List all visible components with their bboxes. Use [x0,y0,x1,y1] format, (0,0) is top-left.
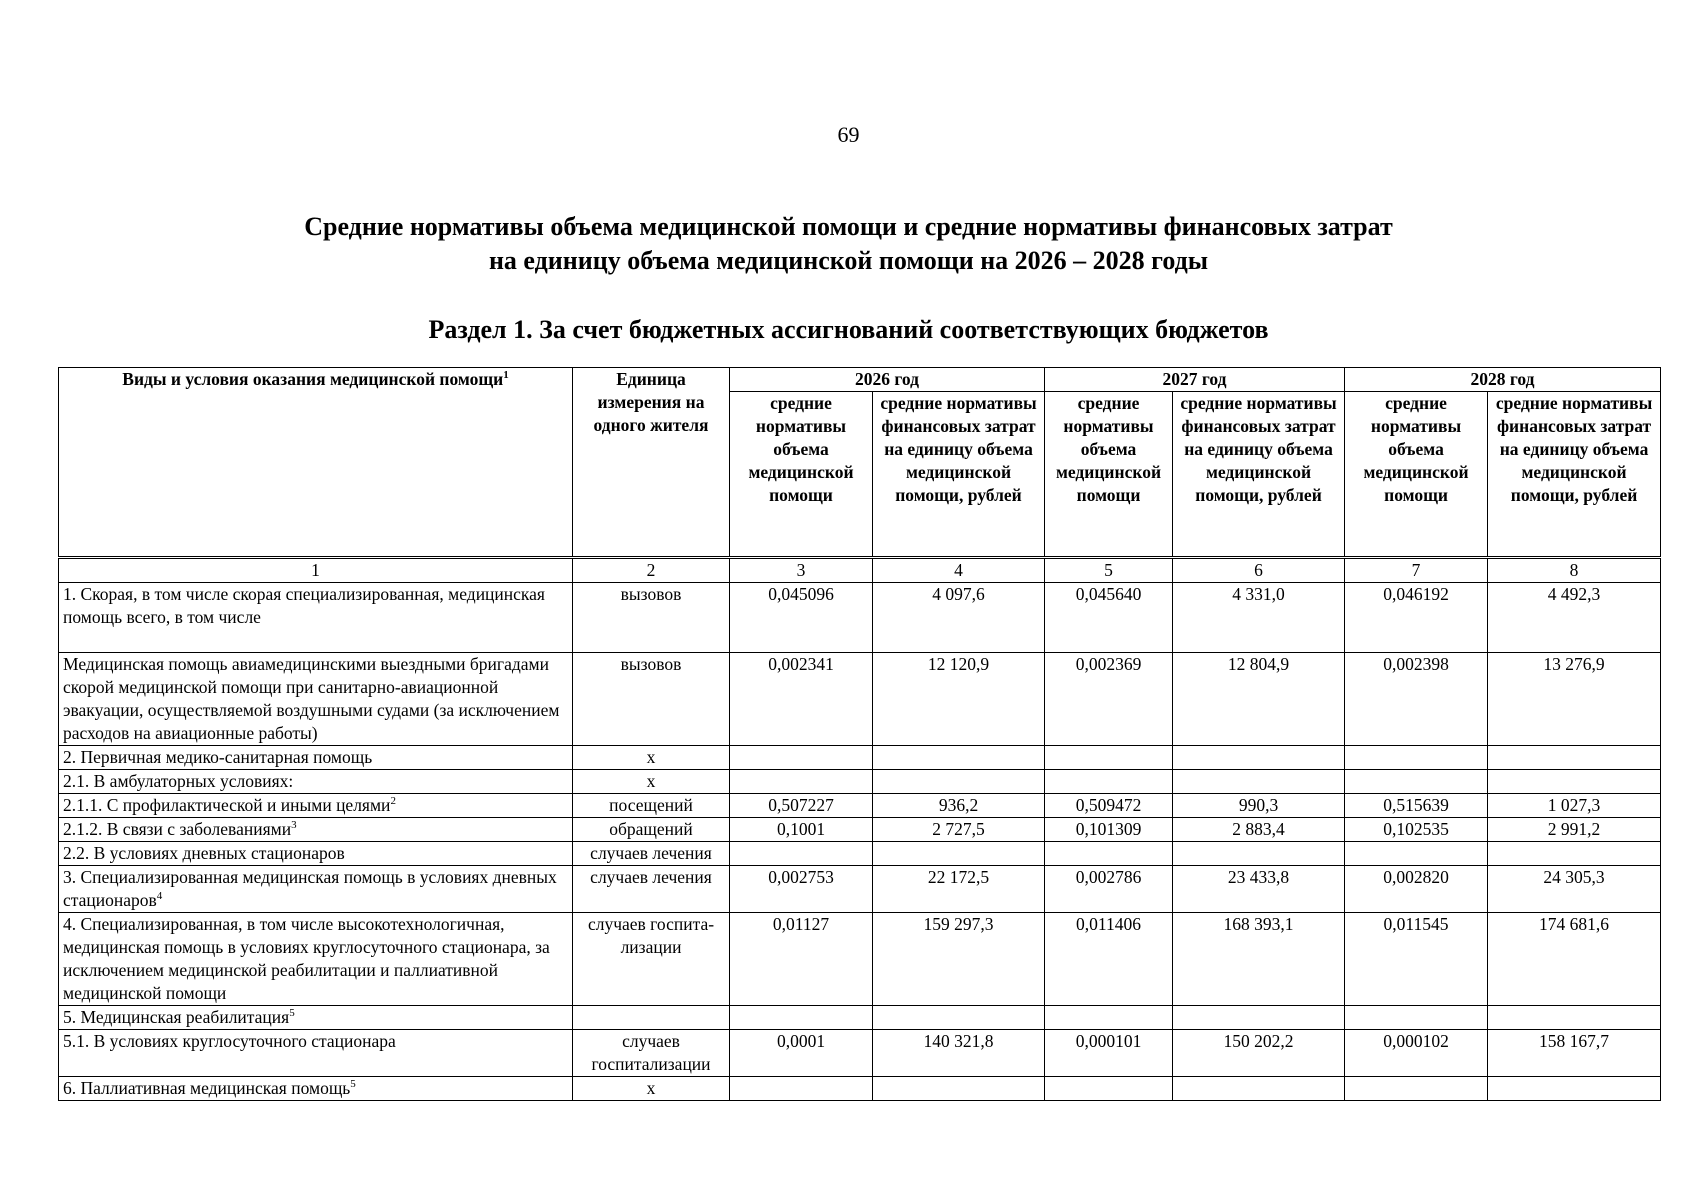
finance-norm-cell: 140 321,8 [873,1030,1045,1077]
volume-norm-cell: 0,002786 [1045,866,1173,913]
volume-norm-cell: 0,002369 [1045,653,1173,746]
volume-norm-cell: 0,002341 [730,653,873,746]
care-type-cell: 5. Медицинская реабилитация$^5$ [59,1006,573,1030]
care-type-cell: 4. Специализированная, в том числе высокотехнологичная, медицинская помощь в условиях круглосуточного стационара, за исключением медицинской реабилитации и паллиативной медицинской помощи [59,913,573,1006]
volume-norm-cell [730,1006,873,1030]
header-unit: Единица измерения на одного жителя [573,368,730,558]
volume-norm-cell [730,842,873,866]
title-line-1: Средние нормативы объема медицинской помощи и средние нормативы финансовых затрат [304,212,1393,241]
care-type-cell: 6. Паллиативная медицинская помощь$^5$ [59,1077,573,1101]
document-title [0,210,1697,278]
finance-norm-cell [1173,1006,1345,1030]
table-row [59,770,1661,794]
volume-norm-cell [730,770,873,794]
care-type-cell: 2.1.1. С профилактической и иными целями$^2$ [59,794,573,818]
finance-norm-cell [873,746,1045,770]
column-number: 4 [873,558,1045,583]
table-row [59,1006,1661,1030]
table-row [59,818,1661,842]
unit-cell: посещений [573,794,730,818]
finance-norm-cell: 159 297,3 [873,913,1045,1006]
finance-norm-cell: 150 202,2 [1173,1030,1345,1077]
volume-norm-cell: 0,011545 [1345,913,1488,1006]
finance-norm-cell: 174 681,6 [1488,913,1661,1006]
table-row [59,1077,1661,1101]
unit-cell: случаев госпита-лизации [573,913,730,1006]
volume-norm-cell: 0,1001 [730,818,873,842]
header-year-2026: 2026 год [730,368,1045,392]
header-care-types: Виды и условия оказания медицинской помощи$^1$ [59,368,573,558]
finance-norm-cell [873,1077,1045,1101]
volume-norm-cell [1345,770,1488,794]
volume-norm-cell [1045,1006,1173,1030]
finance-norm-cell [1488,746,1661,770]
column-number: 8 [1488,558,1661,583]
column-number: 2 [573,558,730,583]
header-volume-2028: средние нормативы объема медицинской помощи [1345,392,1488,558]
unit-cell: х [573,770,730,794]
header-year-2027: 2027 год [1045,368,1345,392]
column-number: 6 [1173,558,1345,583]
volume-norm-cell: 0,515639 [1345,794,1488,818]
finance-norm-cell: 2 883,4 [1173,818,1345,842]
finance-norm-cell [873,1006,1045,1030]
finance-norm-cell: 990,3 [1173,794,1345,818]
finance-norm-cell: 22 172,5 [873,866,1045,913]
finance-norm-cell [1173,746,1345,770]
column-number: 1 [59,558,573,583]
volume-norm-cell: 0,046192 [1345,583,1488,653]
volume-norm-cell: 0,002398 [1345,653,1488,746]
table-row [59,913,1661,1006]
finance-norm-cell: 158 167,7 [1488,1030,1661,1077]
finance-norm-cell: 2 991,2 [1488,818,1661,842]
finance-norm-cell [1173,1077,1345,1101]
care-type-cell: 1. Скорая, в том числе скорая специализированная, медицинская помощь всего, в том числе [59,583,573,653]
volume-norm-cell [1045,746,1173,770]
column-number: 5 [1045,558,1173,583]
volume-norm-cell [1045,770,1173,794]
volume-norm-cell: 0,011406 [1045,913,1173,1006]
unit-cell: х [573,1077,730,1101]
volume-norm-cell: 0,509472 [1045,794,1173,818]
finance-norm-cell: 4 331,0 [1173,583,1345,653]
table-row [59,746,1661,770]
finance-norm-cell: 23 433,8 [1173,866,1345,913]
finance-norm-cell: 12 804,9 [1173,653,1345,746]
header-finance-2028: средние нормативы финансовых затрат на единицу объема медицинской помощи, рублей [1488,392,1661,558]
unit-cell: случаев лечения [573,842,730,866]
volume-norm-cell [1045,842,1173,866]
finance-norm-cell: 1 027,3 [1488,794,1661,818]
finance-norm-cell: 4 492,3 [1488,583,1661,653]
volume-norm-cell [730,1077,873,1101]
volume-norm-cell [1045,1077,1173,1101]
volume-norm-cell [730,746,873,770]
volume-norm-cell: 0,102535 [1345,818,1488,842]
title-line-2: на единицу объема медицинской помощи на 2026 – 2028 годы [488,246,1209,275]
finance-norm-cell: 13 276,9 [1488,653,1661,746]
volume-norm-cell: 0,101309 [1045,818,1173,842]
volume-norm-cell: 0,01127 [730,913,873,1006]
header-volume-2027: средние нормативы объема медицинской помощи [1045,392,1173,558]
finance-norm-cell: 12 120,9 [873,653,1045,746]
unit-cell: случаев госпитализации [573,1030,730,1077]
finance-norm-cell [1173,842,1345,866]
care-type-cell: 2. Первичная медико-санитарная помощь [59,746,573,770]
volume-norm-cell [1345,1006,1488,1030]
volume-norm-cell: 0,507227 [730,794,873,818]
column-number: 7 [1345,558,1488,583]
finance-norm-cell [873,842,1045,866]
unit-cell: случаев лечения [573,866,730,913]
finance-norm-cell [873,770,1045,794]
care-type-cell: 2.2. В условиях дневных стационаров [59,842,573,866]
care-type-cell: 5.1. В условиях круглосуточного стационара [59,1030,573,1077]
finance-norm-cell: 24 305,3 [1488,866,1661,913]
finance-norm-cell: 4 097,6 [873,583,1045,653]
volume-norm-cell [1345,1077,1488,1101]
care-type-cell: Медицинская помощь авиамедицинскими выездными бригадами скорой медицинской помощи при санитарно-авиационной эвакуации, осуществляемой воздушными судами (за исключением расходов на авиационные работы) [59,653,573,746]
finance-norm-cell: 936,2 [873,794,1045,818]
volume-norm-cell: 0,045640 [1045,583,1173,653]
care-type-cell: 2.1. В амбулаторных условиях: [59,770,573,794]
header-finance-2027: средние нормативы финансовых затрат на единицу объема медицинской помощи, рублей [1173,392,1345,558]
header-finance-2026: средние нормативы финансовых затрат на единицу объема медицинской помощи, рублей [873,392,1045,558]
norms-table [58,367,1661,1101]
table-row [59,653,1661,746]
volume-norm-cell: 0,002820 [1345,866,1488,913]
page-number: 69 [837,122,860,147]
finance-norm-cell [1488,1006,1661,1030]
table-row [59,794,1661,818]
header-year-2028: 2028 год [1345,368,1661,392]
volume-norm-cell: 0,000102 [1345,1030,1488,1077]
finance-norm-cell: 2 727,5 [873,818,1045,842]
section-title: Раздел 1. За счет бюджетных ассигнований соответствующих бюджетов [428,315,1269,344]
finance-norm-cell [1488,770,1661,794]
column-number: 3 [730,558,873,583]
column-numbers-row [59,558,1661,583]
volume-norm-cell: 0,0001 [730,1030,873,1077]
volume-norm-cell: 0,002753 [730,866,873,913]
unit-cell: обращений [573,818,730,842]
care-type-cell: 3. Специализированная медицинская помощь в условиях дневных стационаров$^4$ [59,866,573,913]
volume-norm-cell: 0,000101 [1045,1030,1173,1077]
finance-norm-cell [1173,770,1345,794]
finance-norm-cell [1488,1077,1661,1101]
volume-norm-cell: 0,045096 [730,583,873,653]
unit-cell: вызовов [573,583,730,653]
table-row [59,1030,1661,1077]
volume-norm-cell [1345,842,1488,866]
unit-cell: х [573,746,730,770]
table-row [59,842,1661,866]
table-row [59,583,1661,653]
table-row [59,866,1661,913]
unit-cell [573,1006,730,1030]
finance-norm-cell [1488,842,1661,866]
care-type-cell: 2.1.2. В связи с заболеваниями$^3$ [59,818,573,842]
finance-norm-cell: 168 393,1 [1173,913,1345,1006]
unit-cell: вызовов [573,653,730,746]
volume-norm-cell [1345,746,1488,770]
header-volume-2026: средние нормативы объема медицинской помощи [730,392,873,558]
